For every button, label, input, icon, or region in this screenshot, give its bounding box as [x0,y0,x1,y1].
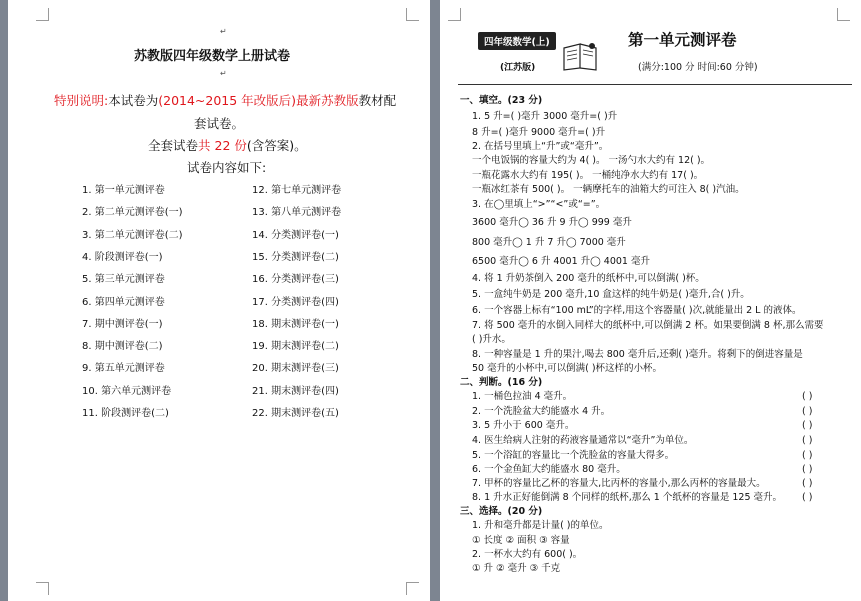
toc-item: 17. 分类测评卷(四) [252,296,339,308]
total-count [148,136,307,154]
question-line: 4. 将 1 升奶茶倒入 200 毫升的纸杯中,可以倒满( )杯。 [472,273,705,284]
note-edition: (2014~2015 年改版后) [158,93,297,108]
contents-label: 试卷内容如下: [187,160,267,175]
question-line: 5. 一个浴缸的容量比一个洗脸盆的容量大得多。 [472,450,675,461]
total-text: 全套试卷 [148,138,199,153]
special-note-cont: 套试卷。 [194,116,245,131]
crop-mark [36,582,49,595]
question-line: 5. 一盒纯牛奶是 200 毫升,10 盒这样的纯牛奶是( )毫升,合( )升。 [472,289,750,300]
question-line: 3600 毫升◯ 36 升 9 升◯ 999 毫升 [472,217,632,228]
question-line: 一瓶花露水大约有 195( )。 一桶纯净水大约有 17( )。 [472,170,704,181]
grade-badge: 四年级数学(上) [478,32,556,50]
toc-item: 2. 第二单元测评卷(一) [82,207,183,219]
question-line: 8. 1 升水正好能倒满 8 个同样的纸杯,那么 1 个纸杯的容量是 125 毫升。 [472,492,783,503]
question-line: 8 升=( )毫升 9000 毫升=( )升 [472,127,606,138]
question-line: 6. 一个金鱼缸大约能盛水 80 毫升。 [472,464,626,475]
question-line: 7. 将 500 毫升的水倒入同样大的纸杯中,可以倒满 2 杯。如果要倒满 8 杯,那么需要 [472,320,824,331]
paragraph-mark: ↵ [220,27,227,36]
toc-item: 14. 分类测评卷(一) [252,229,339,241]
crop-mark [837,8,850,21]
question-line: 1. 升和毫升都是计量( )的单位。 [472,520,609,531]
toc-item: 5. 第三单元测评卷 [82,274,165,286]
toc-item: 10. 第六单元测评卷 [82,385,172,397]
question-line: ① 长度 ② 面积 ③ 容量 [472,535,570,546]
question-line: 1. 一桶色拉油 4 毫升。 [472,391,573,402]
question-line: 一瓶冰红茶有 500( )。 一辆摩托车的油箱大约可注入 8( )汽油。 [472,184,745,195]
left-page [8,0,430,601]
toc-item: 18. 期末测评卷(一) [252,318,339,330]
toc-item: 13. 第八单元测评卷 [252,207,342,219]
answer-paren: ( ) [802,478,813,489]
crop-mark [448,8,461,21]
question-line: ( )升水。 [472,334,511,345]
note-text: 教材配 [358,93,397,108]
toc-item: 6. 第四单元测评卷 [82,296,165,308]
answer-paren: ( ) [802,492,813,503]
section-heading: 二、判断。(16 分) [460,377,543,388]
answer-paren: ( ) [802,406,813,417]
toc-item: 9. 第五单元测评卷 [82,363,165,375]
question-line: 6500 毫升◯ 6 升 4001 升◯ 4001 毫升 [472,256,650,267]
answer-paren: ( ) [802,420,813,431]
edition-label: (江苏版) [500,63,536,73]
question-line: 2. 一杯水大约有 600( )。 [472,549,583,560]
doc-title: 苏教版四年级数学上册试卷 [134,49,291,64]
special-note [54,91,396,109]
book-illustration-icon [562,40,600,72]
crop-mark [406,8,419,21]
question-line: 50 毫升的小杯中,可以倒满( )杯这样的小杯。 [472,363,663,374]
question-line: 4. 医生给病人注射的药液容量通常以“毫升”为单位。 [472,435,694,446]
answer-paren: ( ) [802,435,813,446]
toc-item: 22. 期末测评卷(五) [252,408,339,419]
question-line: 8. 一种容量是 1 升的果汁,喝去 800 毫升后,还剩( )毫升。将剩下的倒进容量是 [472,349,803,360]
question-line: 1. 5 升=( )毫升 3000 毫升=( )升 [472,111,618,122]
toc-item: 12. 第七单元测评卷 [252,185,342,196]
toc-item: 15. 分类测评卷(二) [252,251,339,263]
answer-paren: ( ) [802,450,813,461]
answer-paren: ( ) [802,464,813,475]
section-heading: 一、填空。(23 分) [460,95,543,106]
question-line: 2. 在括号里填上“升”或“毫升”。 [472,141,609,152]
crop-mark [36,8,49,21]
toc-item: 20. 期末测评卷(三) [252,363,339,375]
toc-item: 21. 期末测评卷(四) [252,385,339,397]
toc-item: 1. 第一单元测评卷 [82,185,165,196]
question-line: 2. 一个洗脸盆大约能盛水 4 升。 [472,406,611,417]
question-line: 800 毫升◯ 1 升 7 升◯ 7000 毫升 [472,237,626,248]
note-label: 特别说明: [54,93,109,108]
section-heading: 三、选择。(20 分) [460,506,543,517]
score-time: (满分:100 分 时间:60 分钟) [638,62,758,73]
toc-item: 8. 期中测评卷(二) [82,341,163,353]
crop-mark [406,582,419,595]
divider [458,84,852,85]
question-line: 6. 一个容器上标有“100 mL”的字样,用这个容器量( )次,就能量出 2 L 的液体。 [472,305,802,316]
paragraph-mark: ↵ [220,69,227,78]
toc-item: 16. 分类测评卷(三) [252,274,339,286]
note-text: 本试卷为 [108,93,159,108]
note-version: 最新苏教版 [296,93,359,108]
question-line: ① 升 ② 毫升 ③ 千克 [472,563,561,574]
toc-item: 4. 阶段测评卷(一) [82,251,163,263]
toc-item: 11. 阶段测评卷(二) [82,408,169,419]
test-title: 第一单元测评卷 [628,31,737,49]
question-line: 7. 甲杯的容量比乙杯的容量大,比丙杯的容量小,那么丙杯的容量最大。 [472,478,766,489]
toc-item: 19. 期末测评卷(二) [252,341,339,353]
toc-item: 3. 第二单元测评卷(二) [82,229,183,241]
toc-item: 7. 期中测评卷(一) [82,318,163,330]
question-line: 3. 在◯里填上“>”“<”或“=”。 [472,199,606,210]
total-number: 共 22 份 [198,138,247,153]
answer-paren: ( ) [802,391,813,402]
right-page [440,0,861,601]
question-line: 一个电饭锅的容量大约为 4( )。 一汤勺水大约有 12( )。 [472,155,711,166]
total-text: (含答案)。 [246,138,307,153]
question-line: 3. 5 升小于 600 毫升。 [472,420,575,431]
